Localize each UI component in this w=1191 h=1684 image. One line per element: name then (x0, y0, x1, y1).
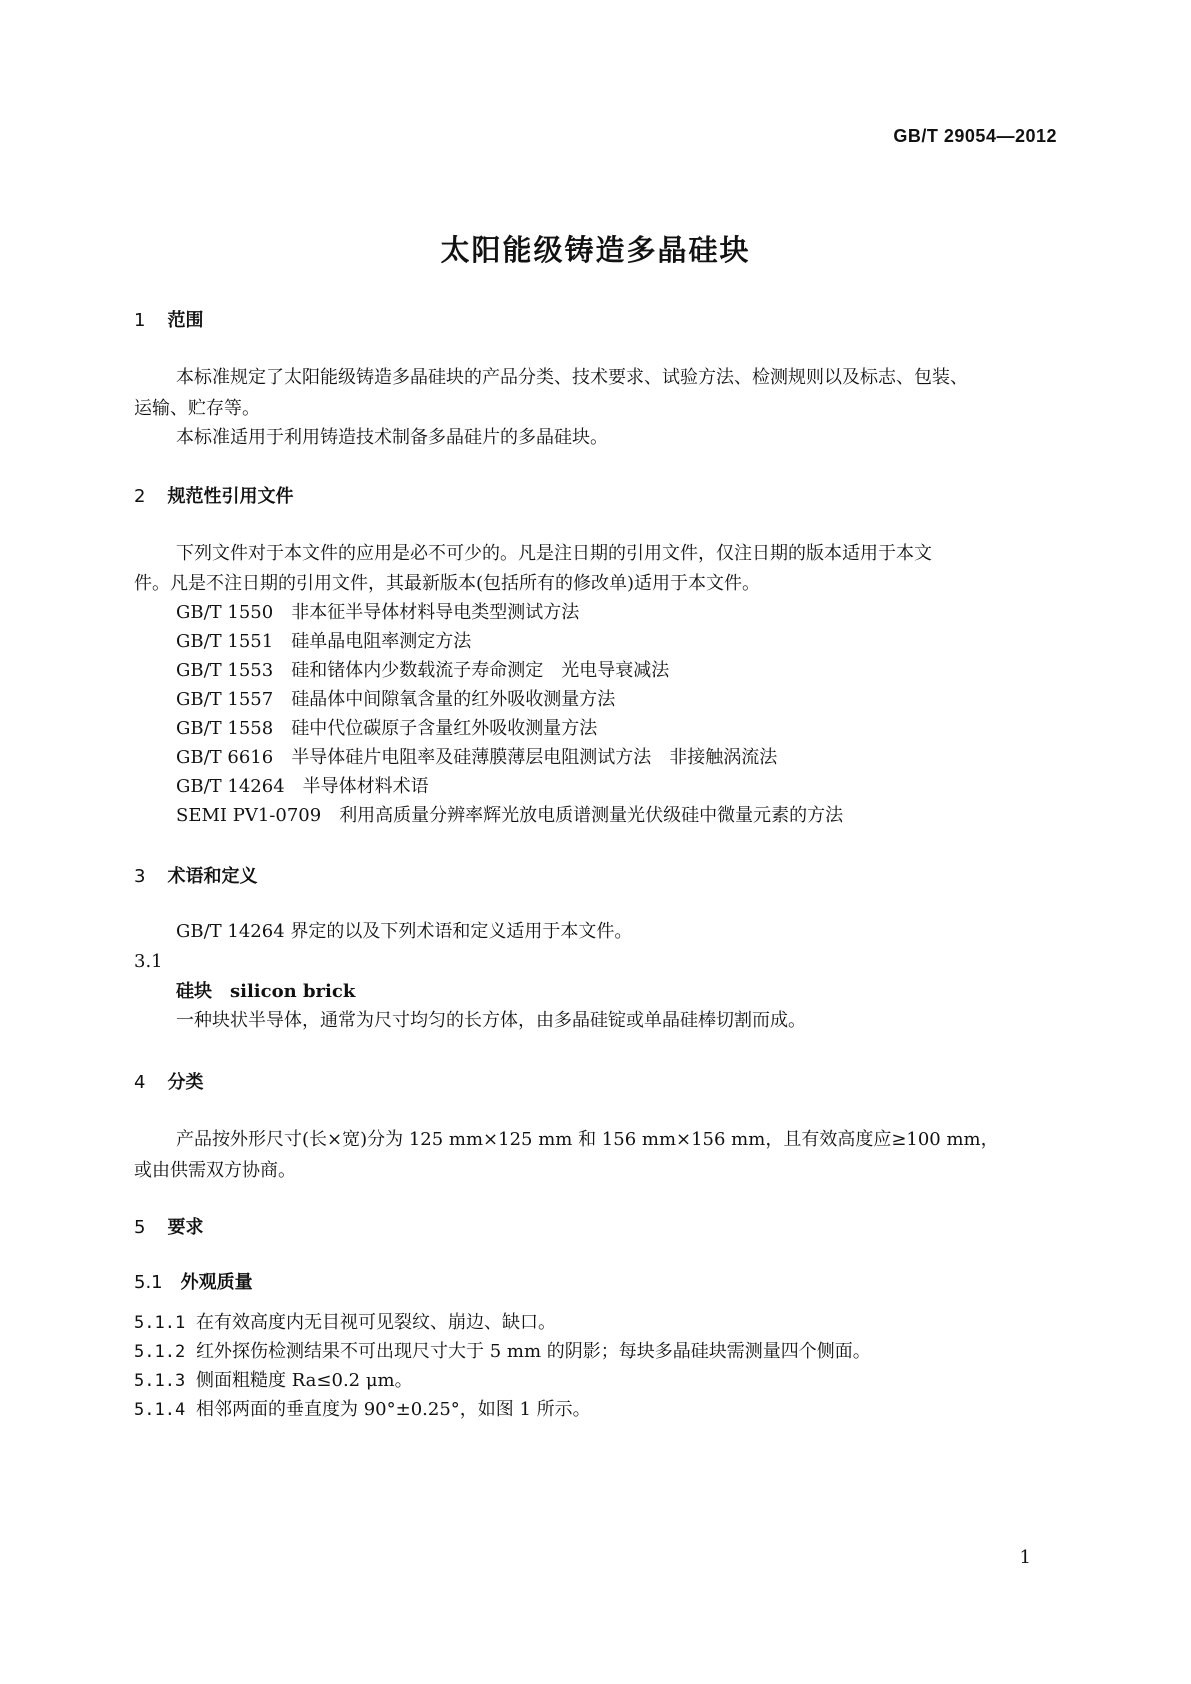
reference-title: 硅中代位碳原子含量红外吸收测量方法 (291, 718, 598, 739)
paragraph: 下列文件对于本文件的应用是必不可少的。凡是注日期的引用文件，仅注日期的版本适用于本文 (176, 543, 932, 564)
reference-code: GB/T 1557 (176, 689, 274, 710)
section-5-heading (134, 1213, 203, 1239)
clause-text: 相邻两面的垂直度为 90°±0.25°，如图 1 所示。 (196, 1399, 591, 1420)
section-title: 规范性引用文件 (167, 486, 294, 507)
clause-number: 5.1.1 (134, 1313, 186, 1333)
reference-code: GB/T 1551 (176, 631, 274, 652)
paragraph: 或由供需双方协商。 (134, 1160, 296, 1181)
reference-title: 硅单晶电阻率测定方法 (291, 631, 472, 652)
subsection-heading (134, 1268, 253, 1294)
clause-item (134, 1365, 413, 1397)
section-number: 2 (134, 486, 146, 507)
reference-code: GB/T 6616 (176, 747, 274, 768)
paragraph: 本标准规定了太阳能级铸造多晶硅块的产品分类、技术要求、试验方法、检测规则以及标志、包装、 (176, 367, 968, 388)
clause-text: 侧面粗糙度 Ra≤0.2 μm。 (196, 1370, 413, 1391)
reference-title: 半导体硅片电阻率及硅薄膜薄层电阻测试方法 非接触涡流法 (291, 747, 778, 768)
clause-item (134, 1394, 591, 1426)
term-english: silicon brick (230, 981, 356, 1002)
section-number: 1 (134, 310, 146, 331)
subsection-number: 5.1 (134, 1272, 163, 1293)
reference-item (176, 655, 669, 686)
reference-item (176, 684, 615, 715)
term-entry (176, 976, 355, 1007)
reference-code: GB/T 1558 (176, 718, 274, 739)
standard-code: GB/T 29054—2012 (893, 126, 1057, 146)
clause-number: 5.1.2 (134, 1342, 186, 1362)
reference-item (176, 771, 429, 802)
section-title: 分类 (167, 1072, 204, 1093)
clause-item (134, 1307, 556, 1339)
section-2-heading (134, 482, 293, 508)
paragraph: 本标准适用于利用铸造技术制备多晶硅片的多晶硅块。 (176, 427, 608, 448)
page-number: 1 (1019, 1547, 1031, 1568)
section-title: 要求 (167, 1217, 204, 1238)
subsection-title: 外观质量 (180, 1272, 253, 1293)
reference-item (176, 713, 597, 744)
paragraph: 产品按外形尺寸(长×宽)分为 125 mm×125 mm 和 156 mm×156 mm，且有效高度应≥100 mm， (176, 1129, 999, 1150)
clause-number: 5.1.3 (134, 1371, 186, 1391)
reference-code: GB/T 1550 (176, 602, 274, 623)
section-title: 术语和定义 (167, 866, 258, 887)
term-chinese: 硅块 (176, 981, 212, 1002)
section-number: 4 (134, 1072, 146, 1093)
term-definition: 一种块状半导体，通常为尺寸均匀的长方体，由多晶硅锭或单晶硅棒切割而成。 (176, 1010, 806, 1031)
reference-item (176, 742, 777, 773)
section-number: 5 (134, 1217, 146, 1238)
paragraph: 运输、贮存等。 (134, 398, 260, 419)
reference-item (176, 597, 579, 628)
reference-title: 非本征半导体材料导电类型测试方法 (291, 602, 580, 623)
reference-code: SEMI PV1-0709 (176, 805, 322, 826)
reference-title: 利用高质量分辨率辉光放电质谱测量光伏级硅中微量元素的方法 (339, 805, 844, 826)
reference-title: 半导体材料术语 (302, 776, 429, 797)
clause-text: 红外探伤检测结果不可出现尺寸大于 5 mm 的阴影；每块多晶硅块需测量四个侧面。 (196, 1341, 871, 1362)
clause-text: 在有效高度内无目视可见裂纹、崩边、缺口。 (196, 1312, 556, 1333)
paragraph: GB/T 14264 界定的以及下列术语和定义适用于本文件。 (176, 921, 633, 942)
document-title: 太阳能级铸造多晶硅块 (440, 233, 751, 267)
reference-title: 硅晶体中间隙氧含量的红外吸收测量方法 (291, 689, 616, 710)
term-number: 3.1 (134, 951, 163, 972)
section-1-heading (134, 306, 203, 332)
section-4-heading (134, 1068, 203, 1094)
clause-item (134, 1336, 871, 1368)
paragraph: 件。凡是不注日期的引用文件，其最新版本(包括所有的修改单)适用于本文件。 (134, 573, 761, 594)
section-3-heading (134, 862, 257, 888)
reference-item (176, 626, 471, 657)
reference-title: 硅和锗体内少数载流子寿命测定 光电导衰减法 (291, 660, 670, 681)
reference-code: GB/T 1553 (176, 660, 274, 681)
clause-number: 5.1.4 (134, 1400, 186, 1420)
reference-item (176, 800, 843, 831)
section-number: 3 (134, 866, 146, 887)
section-title: 范围 (167, 310, 204, 331)
reference-code: GB/T 14264 (176, 776, 285, 797)
